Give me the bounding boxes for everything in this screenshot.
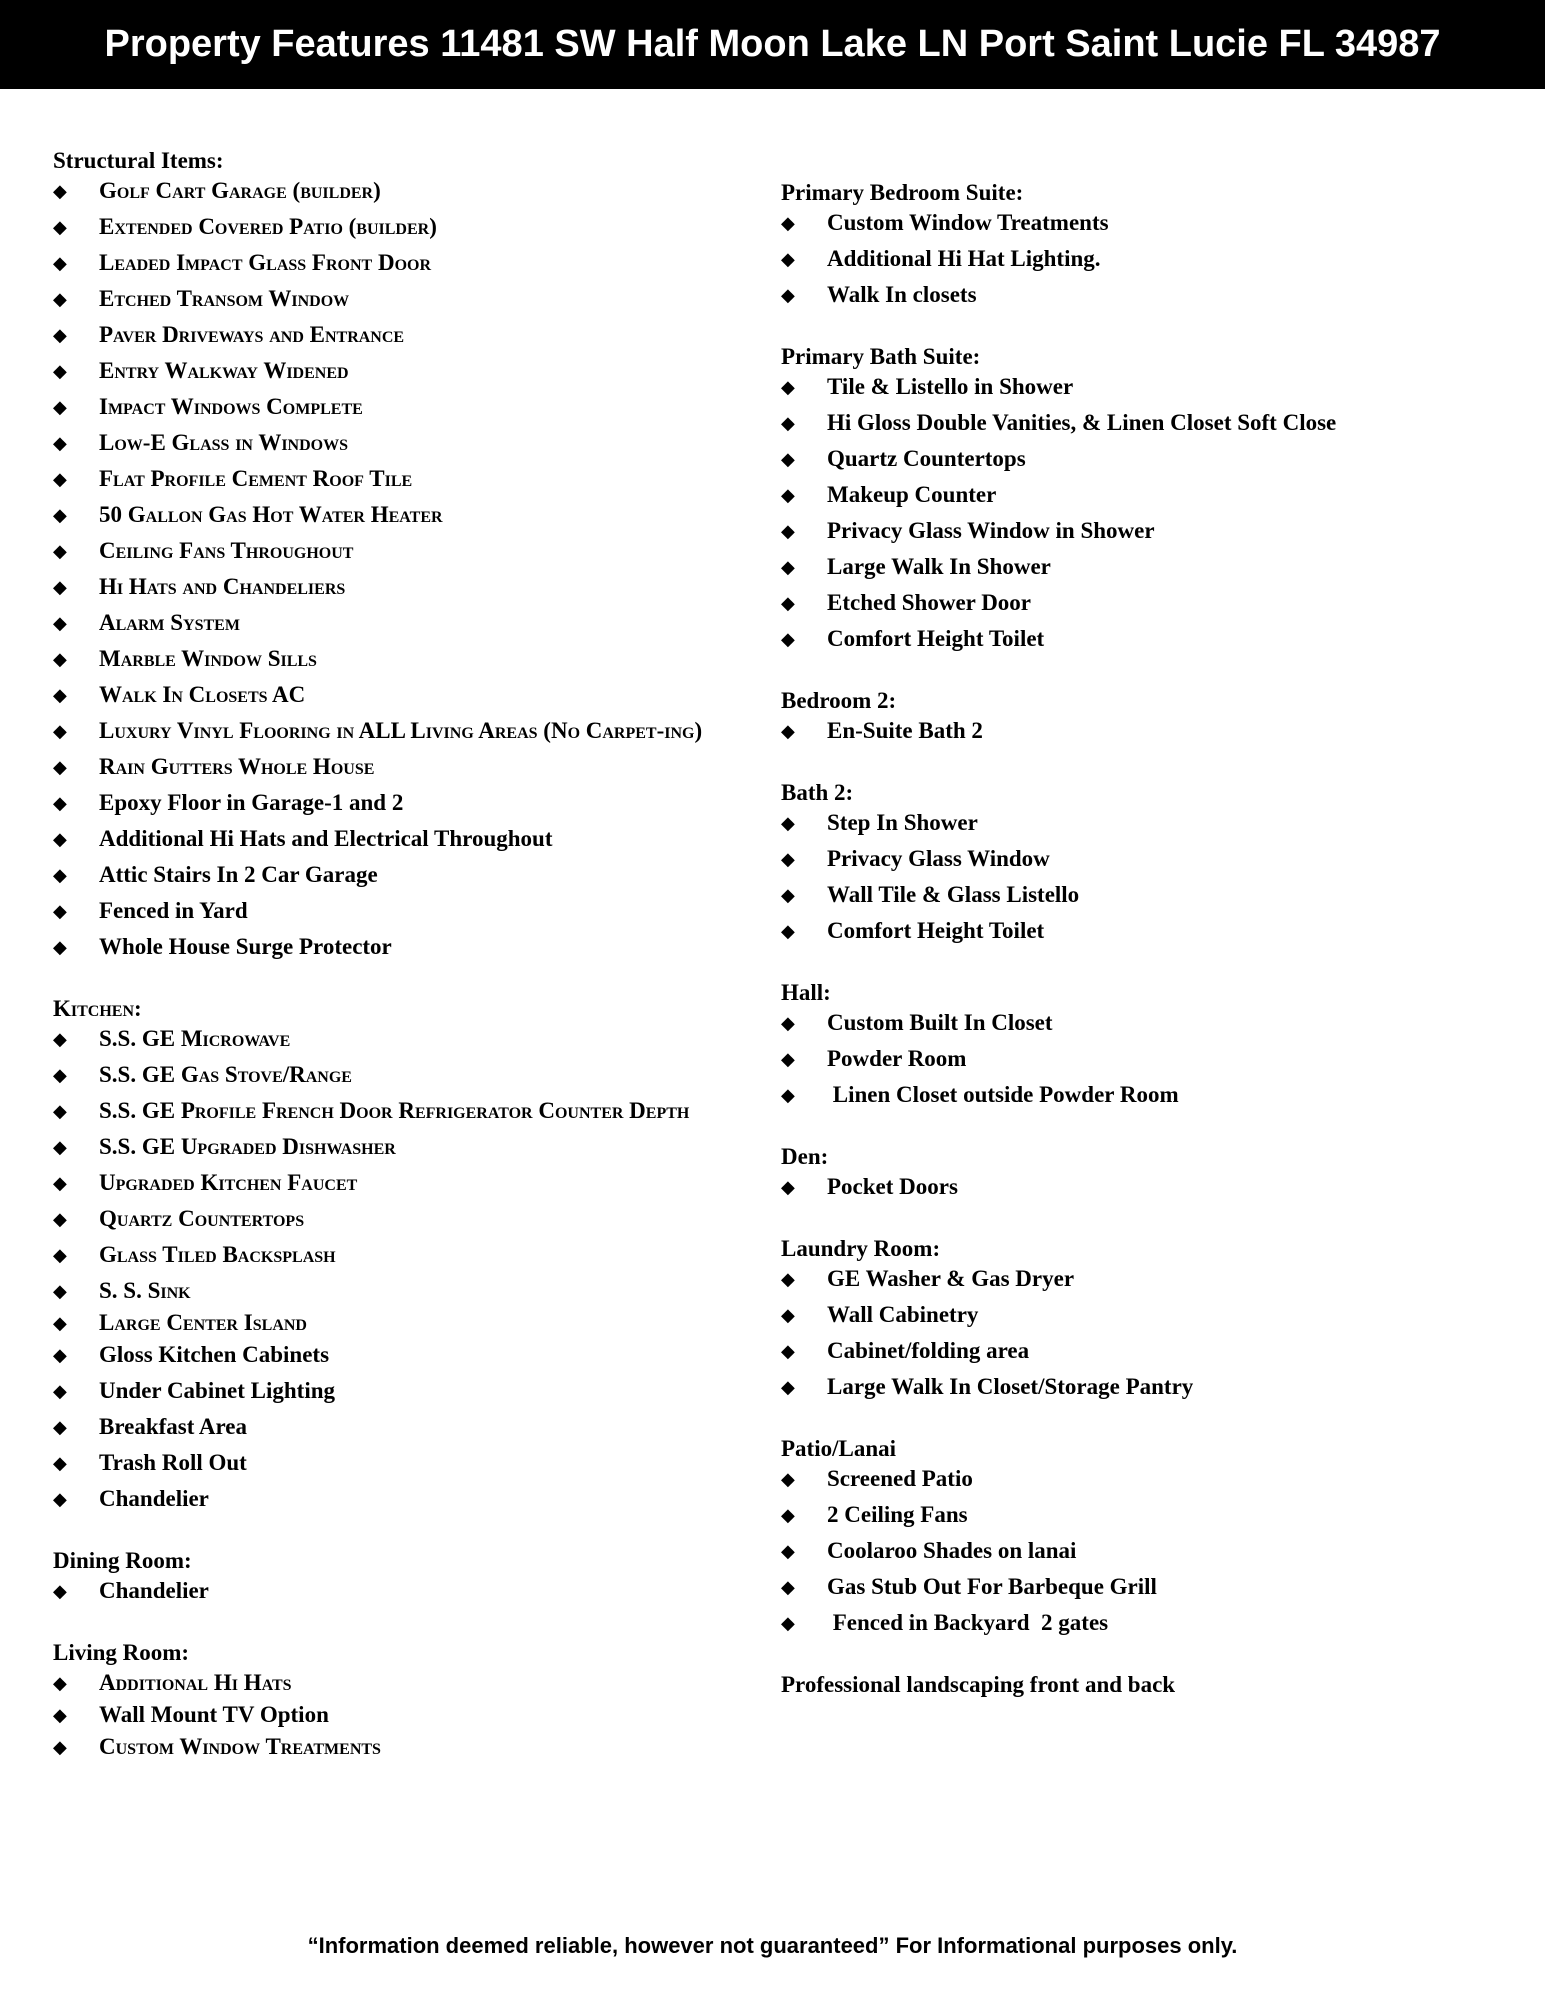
- list-item: ◆ Comfort Height Toilet: [781, 624, 1501, 654]
- list-item: ◆ Chandelier: [53, 1484, 773, 1514]
- list-item: ◆ Privacy Glass Window in Shower: [781, 516, 1501, 546]
- diamond-bullet-icon: ◆: [53, 1029, 67, 1049]
- diamond-bullet-icon: ◆: [53, 1581, 67, 1601]
- diamond-bullet-icon: ◆: [781, 521, 795, 541]
- list-item: ◆ Impact Windows Complete: [53, 392, 773, 422]
- diamond-bullet-icon: ◆: [53, 1173, 67, 1193]
- list-item: ◆ Entry Walkway Widened: [53, 356, 773, 386]
- diamond-bullet-icon: ◆: [781, 849, 795, 869]
- list-item: ◆ Linen Closet outside Powder Room: [781, 1080, 1501, 1110]
- list-item: ◆ Etched Shower Door: [781, 588, 1501, 618]
- diamond-bullet-icon: ◆: [53, 1101, 67, 1121]
- diamond-bullet-icon: ◆: [53, 865, 67, 885]
- list-item: ◆ Under Cabinet Lighting: [53, 1376, 773, 1406]
- list-item: ◆ Custom Built In Closet: [781, 1008, 1501, 1038]
- primary-bath-list: [781, 372, 1501, 654]
- diamond-bullet-icon: ◆: [53, 325, 67, 345]
- section-title: Patio/Lanai: [781, 1436, 897, 1461]
- list-item: ◆ Epoxy Floor in Garage-1 and 2: [53, 788, 773, 818]
- list-item: ◆ Custom Window Treatments: [53, 1732, 773, 1762]
- list-item: ◆ Large Walk In Shower: [781, 552, 1501, 582]
- diamond-bullet-icon: ◆: [53, 1345, 67, 1365]
- hall-list: [781, 1008, 1501, 1110]
- diamond-bullet-icon: ◆: [53, 217, 67, 237]
- list-item: ◆ Powder Room: [781, 1044, 1501, 1074]
- diamond-bullet-icon: ◆: [781, 1013, 795, 1033]
- primary-bedroom-list: [781, 208, 1501, 310]
- diamond-bullet-icon: ◆: [53, 1065, 67, 1085]
- section-hall: [781, 978, 1501, 1110]
- list-item: ◆ Comfort Height Toilet: [781, 916, 1501, 946]
- diamond-bullet-icon: ◆: [53, 937, 67, 957]
- diamond-bullet-icon: ◆: [781, 1085, 795, 1105]
- diamond-bullet-icon: ◆: [781, 1377, 795, 1397]
- left-column: [53, 146, 773, 1764]
- page-title: Property Features 11481 SW Half Moon Lake LN Port Saint Lucie FL 34987: [0, 0, 1545, 89]
- diamond-bullet-icon: ◆: [781, 885, 795, 905]
- diamond-bullet-icon: ◆: [781, 1341, 795, 1361]
- diamond-bullet-icon: ◆: [781, 449, 795, 469]
- section-structural: [53, 146, 773, 962]
- disclaimer: “Information deemed reliable, however not guaranteed” For Informational purposes only.: [307, 1933, 1238, 1958]
- list-item: ◆ S.S. GE Profile French Door Refrigerator Counter Depth: [53, 1096, 773, 1126]
- diamond-bullet-icon: ◆: [53, 1737, 67, 1757]
- diamond-bullet-icon: ◆: [53, 1705, 67, 1725]
- diamond-bullet-icon: ◆: [781, 1049, 795, 1069]
- diamond-bullet-icon: ◆: [53, 1313, 67, 1333]
- list-item: ◆ Chandelier: [53, 1576, 773, 1606]
- list-item: ◆ S. S. Sink: [53, 1276, 773, 1306]
- section-title: Bath 2:: [781, 780, 854, 805]
- diamond-bullet-icon: ◆: [53, 1381, 67, 1401]
- list-item: ◆ Marble Window Sills: [53, 644, 773, 674]
- diamond-bullet-icon: ◆: [781, 1577, 795, 1597]
- section-den: [781, 1142, 1501, 1202]
- diamond-bullet-icon: ◆: [53, 505, 67, 525]
- list-item: ◆ Step In Shower: [781, 808, 1501, 838]
- list-item: ◆ Wall Cabinetry: [781, 1300, 1501, 1330]
- list-item: ◆ Privacy Glass Window: [781, 844, 1501, 874]
- list-item: ◆ GE Washer & Gas Dryer: [781, 1264, 1501, 1294]
- list-item: ◆ Rain Gutters Whole House: [53, 752, 773, 782]
- diamond-bullet-icon: ◆: [53, 253, 67, 273]
- list-item: ◆ Screened Patio: [781, 1464, 1501, 1494]
- diamond-bullet-icon: ◆: [781, 557, 795, 577]
- list-item: ◆ Breakfast Area: [53, 1412, 773, 1442]
- diamond-bullet-icon: ◆: [53, 685, 67, 705]
- list-item: ◆ Extended Covered Patio (builder): [53, 212, 773, 242]
- section-title: Primary Bath Suite:: [781, 344, 981, 369]
- diamond-bullet-icon: ◆: [53, 397, 67, 417]
- section-primary-bedroom: [781, 178, 1501, 310]
- section-title: Living Room:: [53, 1640, 190, 1665]
- list-item: ◆ Whole House Surge Protector: [53, 932, 773, 962]
- diamond-bullet-icon: ◆: [53, 1245, 67, 1265]
- diamond-bullet-icon: ◆: [53, 577, 67, 597]
- diamond-bullet-icon: ◆: [781, 485, 795, 505]
- diamond-bullet-icon: ◆: [53, 1489, 67, 1509]
- list-item: ◆ Quartz Countertops: [53, 1204, 773, 1234]
- list-item: ◆ Trash Roll Out: [53, 1448, 773, 1478]
- diamond-bullet-icon: ◆: [781, 593, 795, 613]
- section-bedroom-2: [781, 686, 1501, 746]
- list-item: ◆ Ceiling Fans Throughout: [53, 536, 773, 566]
- list-item: ◆ Attic Stairs In 2 Car Garage: [53, 860, 773, 890]
- list-item: ◆ En-Suite Bath 2: [781, 716, 1501, 746]
- section-title: Hall:: [781, 980, 831, 1005]
- diamond-bullet-icon: ◆: [53, 649, 67, 669]
- list-item: ◆ Flat Profile Cement Roof Tile: [53, 464, 773, 494]
- list-item: ◆ Fenced in Backyard 2 gates: [781, 1608, 1501, 1638]
- list-item: ◆ 50 Gallon Gas Hot Water Heater: [53, 500, 773, 530]
- diamond-bullet-icon: ◆: [781, 377, 795, 397]
- diamond-bullet-icon: ◆: [781, 629, 795, 649]
- diamond-bullet-icon: ◆: [53, 721, 67, 741]
- right-column: [781, 178, 1501, 1700]
- patio-list: [781, 1464, 1501, 1638]
- section-bath-2: [781, 778, 1501, 946]
- diamond-bullet-icon: ◆: [781, 1305, 795, 1325]
- den-list: [781, 1172, 1501, 1202]
- section-title: Bedroom 2:: [781, 688, 897, 713]
- laundry-list: [781, 1264, 1501, 1402]
- section-title: Primary Bedroom Suite:: [781, 180, 1024, 205]
- diamond-bullet-icon: ◆: [53, 541, 67, 561]
- diamond-bullet-icon: ◆: [53, 1453, 67, 1473]
- diamond-bullet-icon: ◆: [53, 1137, 67, 1157]
- section-title: Den:: [781, 1144, 829, 1169]
- list-item: ◆ Hi Gloss Double Vanities, & Linen Closet Soft Close: [781, 408, 1501, 438]
- list-item: ◆ Tile & Listello in Shower: [781, 372, 1501, 402]
- list-item: ◆ Fenced in Yard: [53, 896, 773, 926]
- diamond-bullet-icon: ◆: [781, 213, 795, 233]
- list-item: ◆ Gas Stub Out For Barbeque Grill: [781, 1572, 1501, 1602]
- section-kitchen: [53, 994, 773, 1514]
- diamond-bullet-icon: ◆: [781, 413, 795, 433]
- list-item: ◆ Makeup Counter: [781, 480, 1501, 510]
- list-item: ◆ Large Walk In Closet/Storage Pantry: [781, 1372, 1501, 1402]
- list-item: ◆ Cabinet/folding area: [781, 1336, 1501, 1366]
- structural-list: [53, 176, 773, 962]
- diamond-bullet-icon: ◆: [53, 289, 67, 309]
- list-item: ◆ Quartz Countertops: [781, 444, 1501, 474]
- diamond-bullet-icon: ◆: [781, 1177, 795, 1197]
- list-item: ◆ Walk In Closets AC: [53, 680, 773, 710]
- list-item: ◆ Glass Tiled Backsplash: [53, 1240, 773, 1270]
- list-item: ◆ Wall Mount TV Option: [53, 1700, 773, 1730]
- section-living: [53, 1638, 773, 1762]
- diamond-bullet-icon: ◆: [53, 361, 67, 381]
- diamond-bullet-icon: ◆: [53, 1673, 67, 1693]
- list-item: ◆ Coolaroo Shades on lanai: [781, 1536, 1501, 1566]
- list-item: ◆ S.S. GE Gas Stove/Range: [53, 1060, 773, 1090]
- diamond-bullet-icon: ◆: [781, 813, 795, 833]
- list-item: ◆ Golf Cart Garage (builder): [53, 176, 773, 206]
- dining-list: [53, 1576, 773, 1606]
- diamond-bullet-icon: ◆: [781, 1613, 795, 1633]
- diamond-bullet-icon: ◆: [53, 1209, 67, 1229]
- list-item: ◆ Alarm System: [53, 608, 773, 638]
- diamond-bullet-icon: ◆: [53, 433, 67, 453]
- diamond-bullet-icon: ◆: [781, 285, 795, 305]
- bedroom-2-list: [781, 716, 1501, 746]
- kitchen-list: [53, 1024, 773, 1514]
- diamond-bullet-icon: ◆: [781, 1269, 795, 1289]
- section-title: Laundry Room:: [781, 1236, 941, 1261]
- diamond-bullet-icon: ◆: [53, 613, 67, 633]
- list-item: ◆ Etched Transom Window: [53, 284, 773, 314]
- section-title: Structural Items:: [53, 148, 224, 173]
- list-item: ◆ Paver Driveways and Entrance: [53, 320, 773, 350]
- living-list: [53, 1668, 773, 1762]
- list-item: ◆ Gloss Kitchen Cabinets: [53, 1340, 773, 1370]
- section-laundry: [781, 1234, 1501, 1402]
- list-item: ◆ Luxury Vinyl Flooring in ALL Living Areas (No Carpet-ing): [53, 716, 773, 746]
- diamond-bullet-icon: ◆: [781, 721, 795, 741]
- diamond-bullet-icon: ◆: [53, 469, 67, 489]
- list-item: ◆ S.S. GE Microwave: [53, 1024, 773, 1054]
- diamond-bullet-icon: ◆: [781, 1505, 795, 1525]
- diamond-bullet-icon: ◆: [53, 181, 67, 201]
- section-primary-bath: [781, 342, 1501, 654]
- list-item: ◆ Low-E Glass in Windows: [53, 428, 773, 458]
- landscaping-note: Professional landscaping front and back: [781, 1672, 1176, 1697]
- section-title: Kitchen:: [53, 996, 142, 1021]
- diamond-bullet-icon: ◆: [53, 1417, 67, 1437]
- list-item: ◆ S.S. GE Upgraded Dishwasher: [53, 1132, 773, 1162]
- diamond-bullet-icon: ◆: [53, 901, 67, 921]
- list-item: ◆ Wall Tile & Glass Listello: [781, 880, 1501, 910]
- list-item: ◆ Walk In closets: [781, 280, 1501, 310]
- list-item: ◆ Custom Window Treatments: [781, 208, 1501, 238]
- diamond-bullet-icon: ◆: [53, 1281, 67, 1301]
- list-item: ◆ Additional Hi Hats and Electrical Throughout: [53, 824, 773, 854]
- list-item: ◆ Leaded Impact Glass Front Door: [53, 248, 773, 278]
- list-item: ◆ Upgraded Kitchen Faucet: [53, 1168, 773, 1198]
- diamond-bullet-icon: ◆: [781, 249, 795, 269]
- list-item: ◆ Large Center Island: [53, 1308, 773, 1338]
- list-item: ◆ Additional Hi Hat Lighting.: [781, 244, 1501, 274]
- list-item: ◆ Hi Hats and Chandeliers: [53, 572, 773, 602]
- list-item: ◆ Pocket Doors: [781, 1172, 1501, 1202]
- diamond-bullet-icon: ◆: [53, 793, 67, 813]
- diamond-bullet-icon: ◆: [781, 921, 795, 941]
- diamond-bullet-icon: ◆: [781, 1541, 795, 1561]
- diamond-bullet-icon: ◆: [53, 829, 67, 849]
- bath-2-list: [781, 808, 1501, 946]
- section-dining: [53, 1546, 773, 1606]
- list-item: ◆ Additional Hi Hats: [53, 1668, 773, 1698]
- section-patio: [781, 1434, 1501, 1638]
- diamond-bullet-icon: ◆: [781, 1469, 795, 1489]
- diamond-bullet-icon: ◆: [53, 757, 67, 777]
- section-title: Dining Room:: [53, 1548, 192, 1573]
- list-item: ◆ 2 Ceiling Fans: [781, 1500, 1501, 1530]
